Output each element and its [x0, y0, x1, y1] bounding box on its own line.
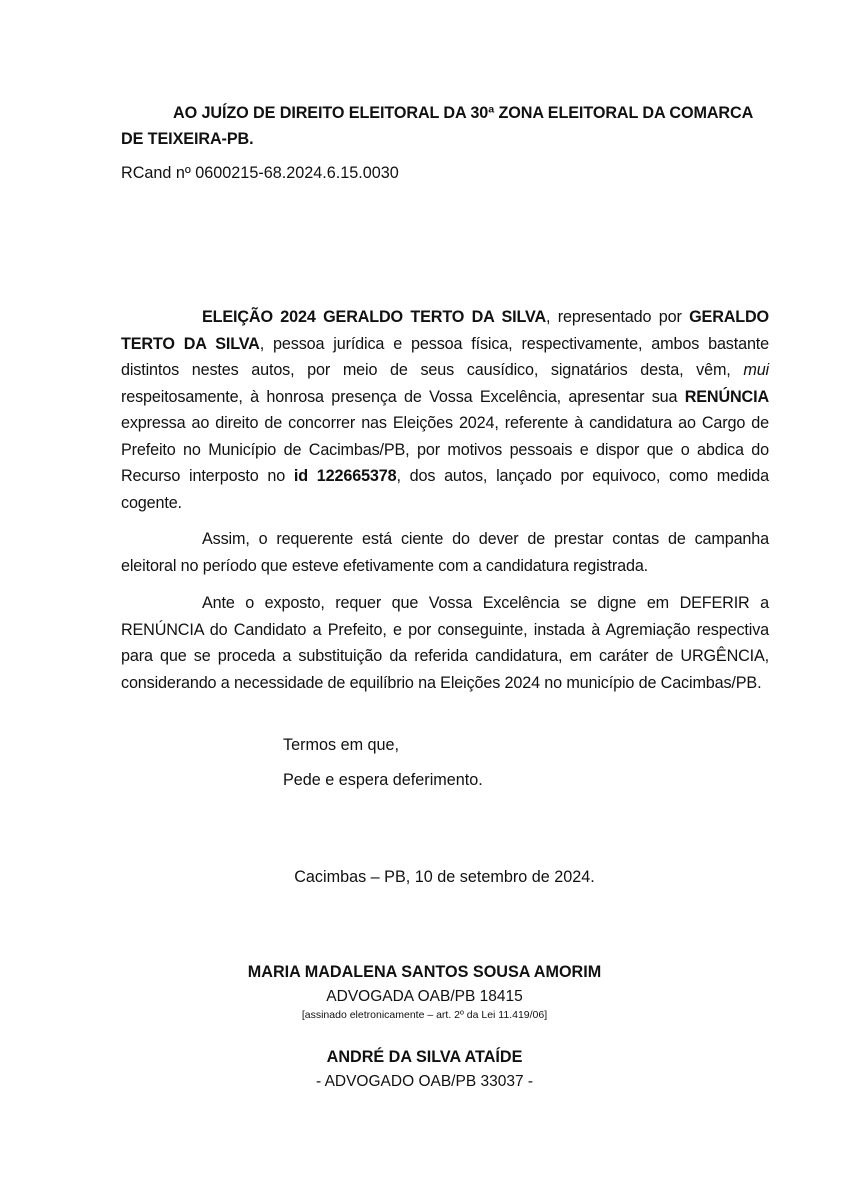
candidate-name: ELEIÇÃO 2024 GERALDO TERTO DA SILVA [202, 308, 547, 326]
renuncia-keyword: RENÚNCIA [684, 387, 769, 406]
signatory-name: MARIA MADALENA SANTOS SOUSA AMORIM [247, 963, 602, 981]
case-number: RCand nº 0600215-68.2024.6.15.0030 [121, 164, 399, 182]
closing-line-1: Termos em que, [283, 736, 400, 754]
document-id: id 122665378 [293, 467, 397, 485]
paragraph-3: Ante o exposto, requer que Vossa Excelência se digne em DEFERIR a RENÚNCIA do Candidato a Prefeito, e por conseguinte, instada à Agremiação respectiva para que se proceda a substituição da referida candidatura, em caráter de URGÊNCIA, considerando a necessidade de equilíbrio na Eleições 2024 no município de Cacimbas/PB. [121, 594, 769, 692]
signatory-title: - ADVOGADO OAB/PB 33037 - [315, 1073, 534, 1090]
paragraph-2: Assim, o requerente está ciente do dever de prestar contas de campanha eleitoral no período que esteve efetivamente com a candidatura registrada. [121, 530, 769, 575]
paragraph-pedido [121, 590, 769, 696]
closing-line-2: Pede e espera deferimento. [283, 771, 483, 789]
paragraph-1: ELEIÇÃO 2024 GERALDO TERTO DA SILVA, representado por GERALDO TERTO DA SILVA, pessoa jurídica e pessoa física, respectivamente, ambos bastante distintos nestes autos, por meio de seus causídico, signatários desta, vêm, mui respeitosamente, à honrosa presença de Vossa Excelência, apresentar sua RENÚNCIA expressa ao direito de concorrer nas Eleições 2024, referente à candidatura ao Cargo de Prefeito no Município de Cacimbas/PB, por motivos pessoais e dispor que o abdica do Recurso interposto no id 122665378, dos autos, lançado por equivoco, como medida cogente. [121, 308, 769, 512]
place-date: Cacimbas – PB, 10 de setembro de 2024. [294, 868, 595, 886]
paragraph-contas [121, 526, 769, 579]
signatory-title: ADVOGADA OAB/PB 18415 [326, 988, 523, 1005]
document-heading: AO JUÍZO DE DIREITO ELEITORAL DA 30ª ZONA ELEITORAL DA COMARCA DE TEIXEIRA-PB. [121, 104, 753, 148]
signature-note: [assinado eletronicamente – art. 2º da Lei 11.419/06] [301, 1009, 548, 1021]
signatory-name: ANDRÉ DA SILVA ATAÍDE [326, 1048, 523, 1066]
paragraph-renuncia [121, 304, 769, 516]
representative-name: GERALDO TERTO DA SILVA [121, 308, 769, 353]
case-number-block [121, 162, 769, 184]
addressee-block [121, 100, 769, 152]
